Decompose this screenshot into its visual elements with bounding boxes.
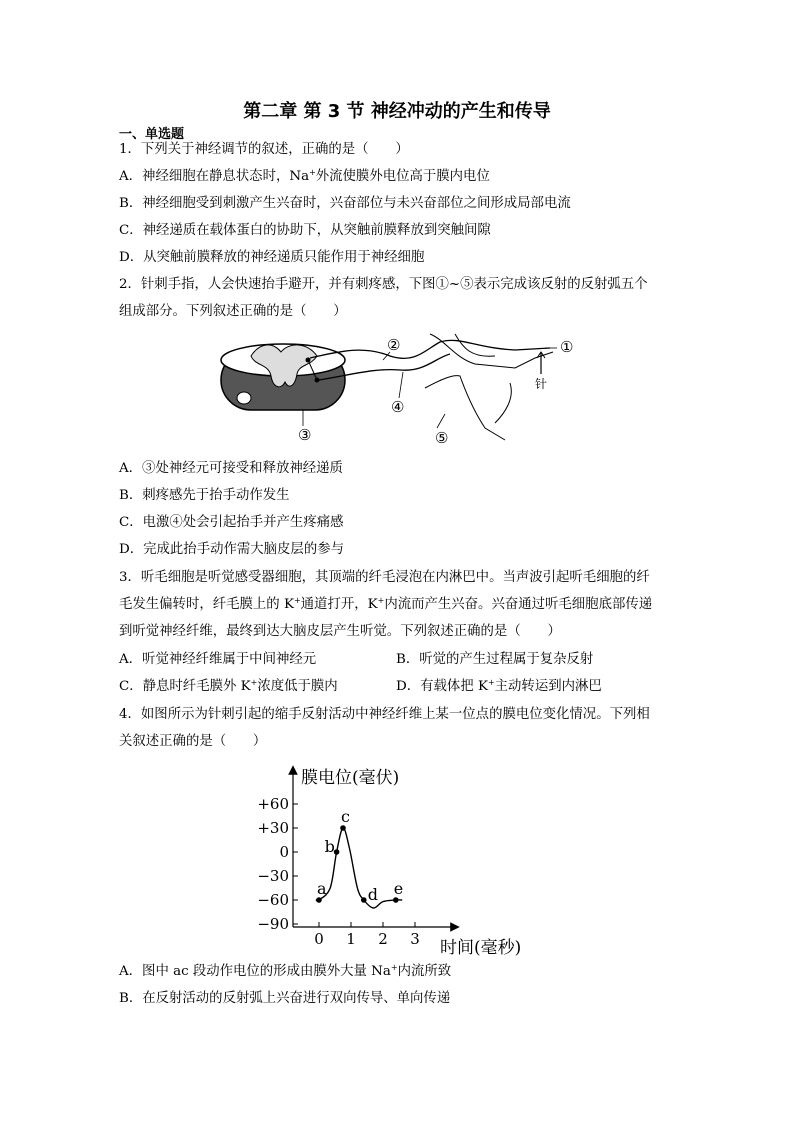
q1-option-a: A．神经细胞在静息状态时，Na+外流使膜外电位高于膜内电位 bbox=[119, 168, 490, 184]
q3-option-c: C．静息时纤毛膜外 K+浓度低于膜内 bbox=[119, 678, 338, 694]
q3-stem-line3: 到听觉神经纤维，最终到达大脑皮层产生听觉。下列叙述正确的是（ ） bbox=[119, 624, 561, 639]
point-label-a: a bbox=[317, 879, 327, 898]
x-tick-label: 1 bbox=[346, 930, 356, 948]
label-5: ⑤ bbox=[435, 429, 449, 447]
page-title: 第二章 第 3 节 神经冲动的产生和传导 bbox=[243, 101, 551, 122]
membrane-potential-chart bbox=[245, 760, 545, 960]
x-axis-label: 时间(毫秒) bbox=[440, 938, 522, 958]
q2-option-d: D．完成此抬手动作需大脑皮层的参与 bbox=[119, 542, 344, 557]
q1-option-d: D．从突触前膜释放的神经递质只能作用于神经细胞 bbox=[119, 250, 425, 265]
q3-option-b: B．听觉的产生过程属于复杂反射 bbox=[396, 652, 594, 667]
q3-option-a: A．听觉神经纤维属于中间神经元 bbox=[119, 652, 317, 667]
q4-option-a: A．图中 ac 段动作电位的形成由膜外大量 Na+内流所致 bbox=[119, 963, 452, 979]
reflex-arc-figure bbox=[215, 328, 585, 450]
q4-stem-line2: 关叙述正确的是（ ） bbox=[119, 734, 267, 749]
q2-option-b: B．刺疼感先于抬手动作发生 bbox=[119, 488, 290, 503]
q4-option-b: B．在反射活动的反射弧上兴奋进行双向传导、单向传递 bbox=[119, 991, 451, 1006]
y-tick-label: +30 bbox=[257, 819, 289, 837]
point-d bbox=[361, 897, 367, 903]
point-label-b: b bbox=[324, 837, 335, 856]
x-tick-label: 0 bbox=[314, 930, 324, 948]
needle-label: 针 bbox=[535, 377, 548, 391]
q1-stem: 1．下列关于神经调节的叙述，正确的是（ ） bbox=[119, 142, 409, 157]
x-tick-label: 2 bbox=[378, 930, 388, 948]
q1-option-b: B．神经细胞受到刺激产生兴奋时，兴奋部位与未兴奋部位之间形成局部电流 bbox=[119, 196, 571, 211]
y-axis-label: 膜电位(毫伏) bbox=[301, 768, 400, 788]
label-3: ③ bbox=[298, 426, 312, 444]
label-2: ② bbox=[387, 336, 401, 354]
q3-stem-line2: 毛发生偏转时，纤毛膜上的 K+通道打开，K+内流而产生兴奋。兴奋通过听毛细胞底部传递 bbox=[119, 596, 653, 612]
point-label-c: c bbox=[341, 807, 350, 826]
q2-stem-line2: 组成部分。下列叙述正确的是（ ） bbox=[119, 304, 347, 319]
label-4: ④ bbox=[391, 398, 405, 416]
section-heading: 一、单选题 bbox=[119, 127, 185, 142]
q4-stem-line1: 4．如图所示为针刺引起的缩手反射活动中神经纤维上某一位点的膜电位变化情况。下列相 bbox=[119, 707, 650, 722]
q3-stem-line1: 3．听毛细胞是听觉感受器细胞，其顶端的纤毛浸泡在内淋巴中。当声波引起听毛细胞的纤 bbox=[119, 570, 650, 585]
x-tick-label: 3 bbox=[410, 930, 420, 948]
point-a bbox=[316, 897, 322, 903]
y-tick-label: −90 bbox=[257, 915, 289, 933]
q2-stem-line1: 2．针刺手指，人会快速抬手避开，并有刺疼感，下图①~⑤表示完成该反射的反射弧五个 bbox=[119, 277, 648, 292]
point-label-e: e bbox=[393, 879, 404, 898]
y-tick-label: −30 bbox=[257, 867, 289, 885]
point-label-d: d bbox=[367, 885, 379, 904]
q3-option-d: D．有载体把 K+主动转运到内淋巴 bbox=[396, 678, 602, 694]
q2-option-c: C．电激④处会引起抬手并产生疼痛感 bbox=[119, 515, 344, 530]
label-1: ① bbox=[560, 338, 574, 356]
q1-option-c: C．神经递质在载体蛋白的协助下，从突触前膜释放到突触间隙 bbox=[119, 223, 491, 238]
point-c bbox=[340, 825, 346, 831]
y-tick-label: +60 bbox=[257, 795, 289, 813]
y-tick-label: −60 bbox=[257, 891, 289, 909]
y-tick-label: 0 bbox=[279, 843, 289, 861]
q2-option-a: A．③处神经元可接受和释放神经递质 bbox=[119, 461, 343, 476]
point-e bbox=[393, 897, 399, 903]
